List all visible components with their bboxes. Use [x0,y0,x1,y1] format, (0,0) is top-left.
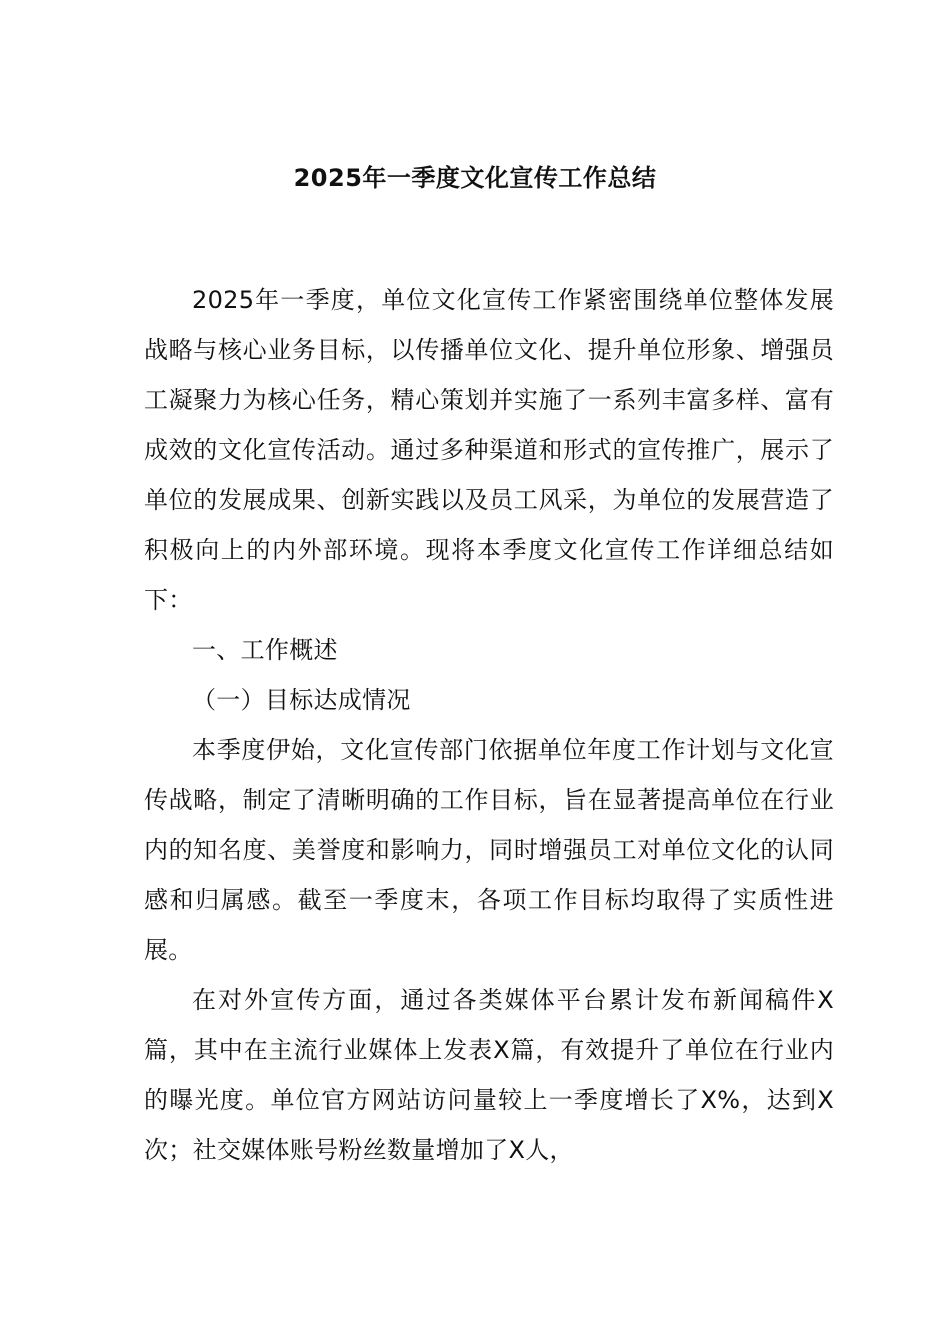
document-body [144,275,834,1175]
section-heading-overview: 一、工作概述 [192,636,338,664]
intro-paragraph: 2025年一季度，单位文化宣传工作紧密围绕单位整体发展战略与核心业务目标，以传播单位文化、提升单位形象、增强员工凝聚力为核心任务，精心策划并实施了一系列丰富多样、富有成效的文化宣传活动。通过多种渠道和形式的宣传推广，展示了单位的发展成果、创新实践以及员工风采，为单位的发展营造了积极向上的内外部环境。现将本季度文化宣传工作详细总结如下： [144,286,834,614]
document-title: 2025年一季度文化宣传工作总结 [293,164,657,192]
external-publicity-paragraph: 在对外宣传方面，通过各类媒体平台累计发布新闻稿件X篇，其中在主流行业媒体上发表X篇，有效提升了单位在行业内的曝光度。单位官方网站访问量较上一季度增长了X%，达到X次；社交媒体账号粉丝数量增加了X人， [144,986,834,1164]
goals-paragraph: 本季度伊始，文化宣传部门依据单位年度工作计划与文化宣传战略，制定了清晰明确的工作目标，旨在显著提高单位在行业内的知名度、美誉度和影响力，同时增强员工对单位文化的认同感和归属感。截至一季度末，各项工作目标均取得了实质性进展。 [144,736,834,964]
subsection-heading-goals: （一）目标达成情况 [192,686,411,714]
